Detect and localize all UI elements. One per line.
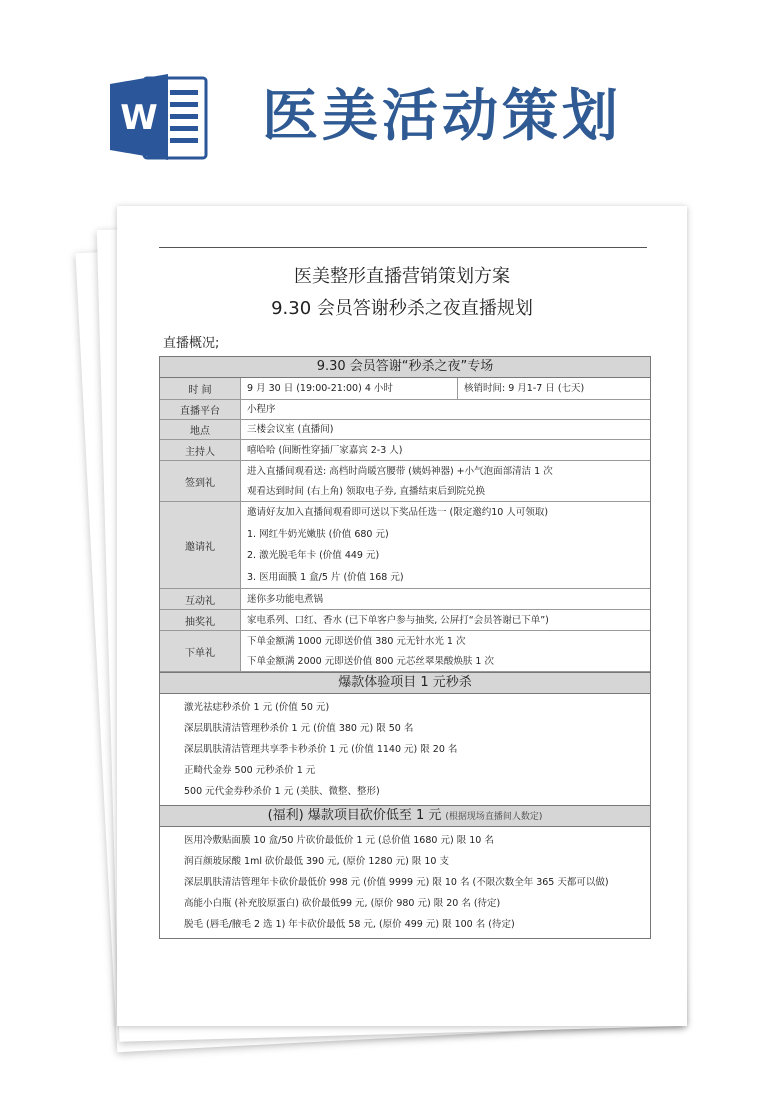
row-value — [241, 400, 650, 419]
list-item: 深层肌肤清洁管理年卡砍价最低价 998 元 (价值 9999 元) 限 10 名 (不限次数全年 365 天都可以做) — [184, 877, 609, 888]
row-line: 迷你多功能电煮锅 — [247, 593, 324, 605]
row-value — [241, 420, 650, 439]
row-value — [241, 378, 458, 399]
table-row-location — [160, 420, 650, 440]
row-label: 直播平台 — [160, 400, 241, 419]
row-label: 互动礼 — [160, 589, 241, 609]
row-label: 地点 — [160, 420, 241, 439]
row-label: 邀请礼 — [160, 502, 241, 588]
row-label: 时 间 — [160, 378, 241, 399]
row-value — [241, 610, 650, 630]
row-line: 家电系列、口红、香水 (已下单客户参与抽奖, 公屏打“会员答谢已下单”) — [247, 614, 549, 626]
list-item: 500 元代金券秒杀价 1 元 (美肤、微整、整形) — [184, 786, 380, 797]
list-item: 正畸代金券 500 元秒杀价 1 元 — [184, 765, 316, 776]
section2-header: 爆款体验项目 1 元秒杀 — [160, 672, 650, 694]
row-line: 9 月 30 日 (19:00-21:00) 4 小时 — [247, 383, 393, 394]
verify-time — [458, 378, 650, 399]
table-row-time — [160, 378, 650, 400]
row-label: 签到礼 — [160, 461, 241, 501]
row-value — [241, 461, 650, 501]
word-icon-letter: W — [120, 98, 158, 138]
document-page — [117, 206, 687, 1026]
header-rule — [159, 247, 647, 248]
row-line: 下单金额满 2000 元即送价值 800 元芯丝翠果酸焕肤 1 次 — [247, 655, 494, 667]
section3-note: (根据现场直播间人数定) — [445, 812, 543, 822]
list-item: 脱毛 (唇毛/腋毛 2 选 1) 年卡砍价最低 58 元, (原价 499 元) 限 100 名 (待定) — [184, 919, 515, 930]
document-subtitle: 9.30 会员答谢秒杀之夜直播规划 — [271, 298, 533, 319]
word-document-icon — [108, 72, 208, 162]
table-row-signin-gift — [160, 461, 650, 502]
section3-title: (福利) 爆款项目砍价低至 1 元 — [267, 808, 442, 823]
row-line: 邀请好友加入直播间观看即可送以下奖品任选一 (限定邀约10 人可领取) — [247, 507, 549, 519]
row-line: 嘻哈哈 (间断性穿插厂家嘉宾 2-3 人) — [247, 444, 403, 456]
list-item: 高能小白瓶 (补充胶原蛋白) 砍价最低99 元, (原价 980 元) 限 20 名 (待定) — [184, 898, 501, 909]
table-row-order-gift — [160, 631, 650, 672]
list-item: 激光祛痣秒杀价 1 元 (价值 50 元) — [184, 702, 330, 713]
table-row-invite-gift — [160, 502, 650, 589]
table-row-interaction-gift — [160, 589, 650, 610]
overview-label: 直播概况; — [163, 336, 220, 351]
section2-list — [160, 694, 650, 806]
table-row-lottery-gift — [160, 610, 650, 631]
table-header: 9.30 会员答谢“秒杀之夜”专场 — [160, 357, 650, 378]
row-line: 下单金额满 1000 元即送价值 380 元无针水光 1 次 — [247, 635, 466, 647]
list-item: 医用冷敷贴面膜 10 盒/50 片砍价最低价 1 元 (总价值 1680 元) 限 10 名 — [184, 835, 494, 846]
row-line: 3. 医用面膜 1 盒/5 片 (价值 168 元) — [247, 571, 404, 583]
row-line: 进入直播间观看送: 高档时尚暖宫腰带 (姨妈神器) +小气泡面部清洁 1 次 — [247, 465, 553, 477]
row-label: 主持人 — [160, 440, 241, 460]
list-item: 深层肌肤清洁管理秒杀价 1 元 (价值 380 元) 限 50 名 — [184, 723, 414, 734]
row-line: 2. 激光脱毛年卡 (价值 449 元) — [247, 550, 380, 562]
row-line: 小程序 — [247, 404, 276, 415]
row-value — [241, 440, 650, 460]
list-item: 润百颜玻尿酸 1ml 砍价最低 390 元, (原价 1280 元) 限 10 支 — [184, 856, 449, 867]
time-split — [241, 378, 650, 399]
document-title: 医美整形直播营销策划方案 — [294, 266, 510, 287]
row-line: 1. 网红牛奶光嫩肤 (价值 680 元) — [247, 528, 389, 540]
section3-list — [160, 827, 650, 938]
row-label: 下单礼 — [160, 631, 241, 671]
row-line: 观看达到时间 (右上角) 领取电子券, 直播结束后到院兑换 — [247, 485, 485, 497]
banner-title: 医美活动策划 — [262, 83, 622, 149]
row-value — [241, 502, 650, 588]
row-label: 抽奖礼 — [160, 610, 241, 630]
table-row-platform — [160, 400, 650, 420]
row-value — [241, 631, 650, 671]
row-line: 核销时间: 9 月1-7 日 (七天) — [464, 383, 585, 394]
plan-table — [159, 356, 651, 939]
table-row-host — [160, 440, 650, 461]
row-value — [241, 589, 650, 609]
list-item: 深层肌肤清洁管理共享季卡秒杀价 1 元 (价值 1140 元) 限 20 名 — [184, 744, 458, 755]
row-line: 三楼会议室 (直播间) — [247, 424, 334, 435]
section3-header — [160, 806, 650, 827]
